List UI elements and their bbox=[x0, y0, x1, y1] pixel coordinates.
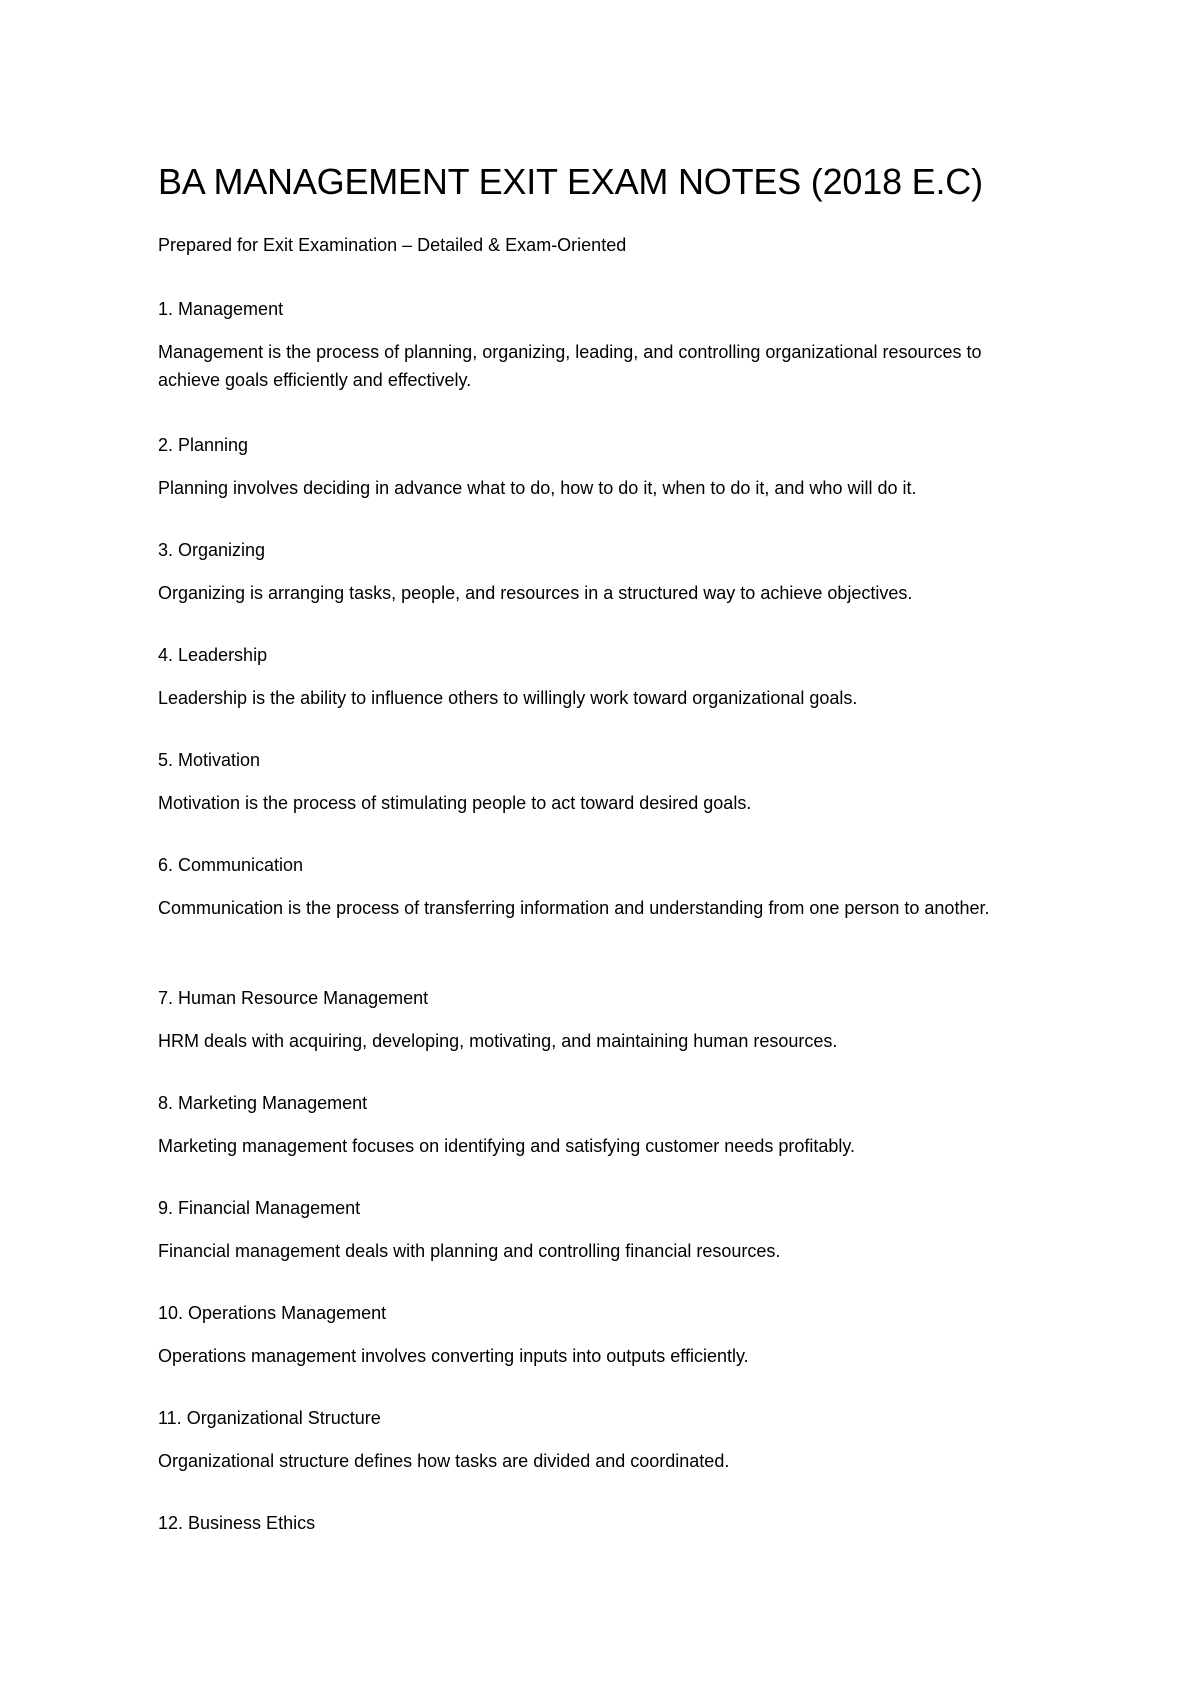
section-heading: 7. Human Resource Management bbox=[158, 988, 429, 1008]
section-heading: 12. Business Ethics bbox=[158, 1513, 316, 1533]
section-heading: 6. Communication bbox=[158, 855, 304, 875]
section-heading: 3. Organizing bbox=[158, 540, 266, 560]
section-body: Motivation is the process of stimulating people to act toward desired goals. bbox=[158, 793, 752, 813]
section-heading: 1. Management bbox=[158, 299, 284, 319]
document-title: BA MANAGEMENT EXIT EXAM NOTES (2018 E.C) bbox=[158, 161, 983, 202]
section-body: HRM deals with acquiring, developing, motivating, and maintaining human resources. bbox=[158, 1031, 838, 1051]
document-subtitle: Prepared for Exit Examination – Detailed & Exam-Oriented bbox=[158, 235, 627, 255]
section-body: Marketing management focuses on identifying and satisfying customer needs profitably. bbox=[158, 1136, 856, 1156]
section-body: Planning involves deciding in advance what to do, how to do it, when to do it, and who will do it. bbox=[158, 478, 917, 498]
section-body: Management is the process of planning, organizing, leading, and controlling organizational resources to achieve goals efficiently and effectively. bbox=[158, 342, 982, 390]
section-heading: 4. Leadership bbox=[158, 645, 268, 665]
section-heading: 5. Motivation bbox=[158, 750, 261, 770]
section-heading: 8. Marketing Management bbox=[158, 1093, 368, 1113]
section-heading: 11. Organizational Structure bbox=[158, 1408, 381, 1428]
section-body: Financial management deals with planning and controlling financial resources. bbox=[158, 1241, 781, 1261]
section-heading: 10. Operations Management bbox=[158, 1303, 387, 1323]
section-body: Organizational structure defines how tasks are divided and coordinated. bbox=[158, 1451, 730, 1471]
section-body: Communication is the process of transferring information and understanding from one person to another. bbox=[158, 898, 990, 918]
section-body: Operations management involves converting inputs into outputs efficiently. bbox=[158, 1346, 749, 1366]
section-body: Organizing is arranging tasks, people, and resources in a structured way to achieve objectives. bbox=[158, 583, 913, 603]
section-heading: 2. Planning bbox=[158, 435, 249, 455]
section-heading: 9. Financial Management bbox=[158, 1198, 361, 1218]
section-body: Leadership is the ability to influence others to willingly work toward organizational goals. bbox=[158, 688, 858, 708]
